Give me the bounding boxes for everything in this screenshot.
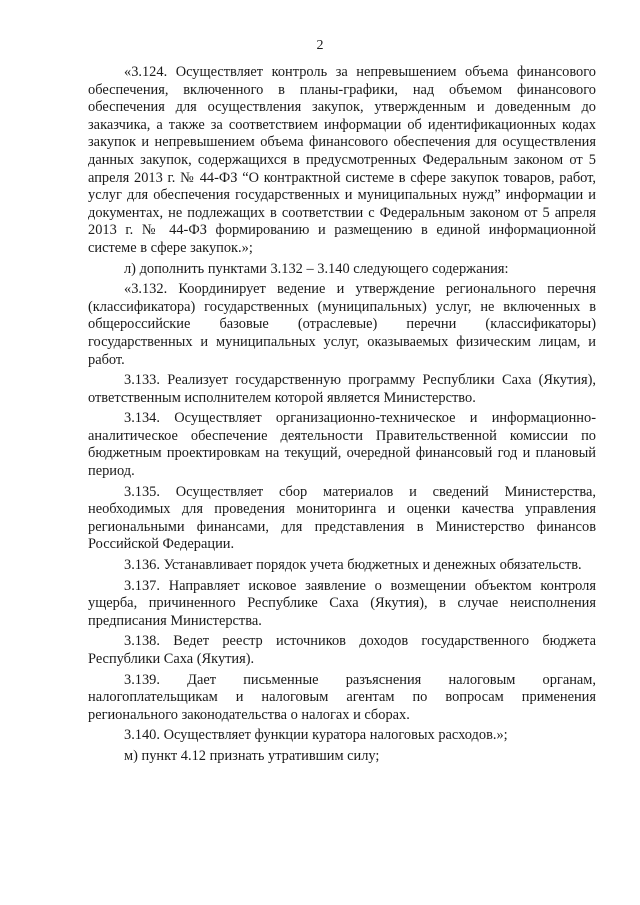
paragraph-3-136: 3.136. Устанавливает порядок учета бюджетных и денежных обязательств. <box>124 557 582 574</box>
paragraph-3-139: 3.139. Дает письменные разъяснения налоговым органам, налогоплательщикам и налоговым агентам по вопросам применения регионального законодательства о налогах и сборах. <box>88 671 596 723</box>
paragraph-3-135: 3.135. Осуществляет сбор материалов и сведений Министерства, необходимых для проведения мониторинга и оценки качества управления региональными финансами, для представления в Министерство финансов Российской Федерации. <box>88 483 596 553</box>
paragraph-3-133: 3.133. Реализует государственную программу Республики Саха (Якутия), ответственным исполнителем которой является Министерство. <box>88 372 596 406</box>
paragraph-3-132: «3.132. Координирует ведение и утверждение регионального перечня (классификатора) государственных (муниципальных) услуг, не включенных в общероссийские базовые (отраслевые) перечни (классификаторы) государственных и муниципальных услуг, оказываемых физическим лицам, и работ. <box>88 281 596 368</box>
document-body <box>88 64 596 769</box>
paragraph-3-140: 3.140. Осуществляет функции куратора налоговых расходов.»; <box>124 727 508 744</box>
paragraph-3-137: 3.137. Направляет исковое заявление о возмещении объектом контроля ущерба, причиненного Республике Саха (Якутия), в случае неисполнения предписания Министерства. <box>88 577 596 629</box>
page-number: 2 <box>316 38 324 53</box>
paragraph-item-l: л) дополнить пунктами 3.132 – 3.140 следующего содержания: <box>124 260 509 277</box>
paragraph-3-138: 3.138. Ведет реестр источников доходов государственного бюджета Республики Саха (Якутия). <box>88 633 596 667</box>
paragraph-item-m: м) пункт 4.12 признать утратившим силу; <box>124 747 380 764</box>
paragraph-3-124: «3.124. Осуществляет контроль за непревышением объема финансового обеспечения, включенного в планы-графики, над объемом финансового обеспечения для осуществления закупок, утвержденным и доведенным до заказчика, а также за соответствием информации об идентификационных кодах закупок и непревышением объема финансового обеспечения для осуществления данных закупок, содержащихся в предусмотренных Федеральным законом от 5 апреля 2013 г. № 44-ФЗ “О контрактной системе в сфере закупок товаров, работ, услуг для обеспечения государственных и муниципальных нужд” информации и документах, не подлежащих в соответствии с Федеральным законом от 5 апреля 2013 г. № 44-ФЗ формированию и размещению в единой информационной системе в сфере закупок.»; <box>88 64 596 256</box>
paragraph-3-134: 3.134. Осуществляет организационно-техническое и информационно-аналитическое обеспечение деятельности Правительственной комиссии по бюджетным проектировкам на текущий, очередной финансовый год и плановый период. <box>88 410 596 480</box>
